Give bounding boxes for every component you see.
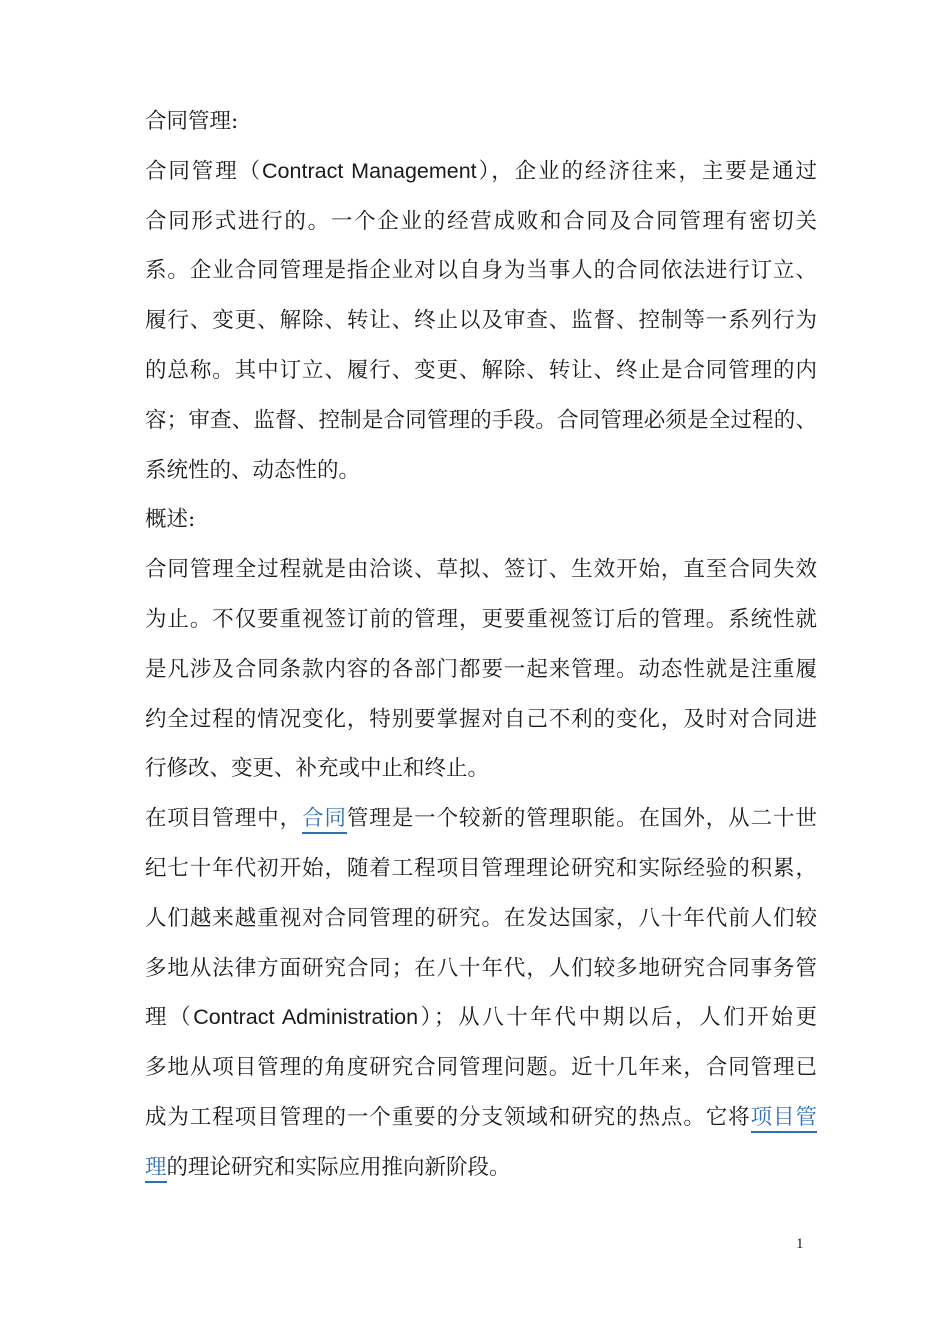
paragraph-3-line-2: 纪七十年代初开始，随着工程项目管理理论研究和实际经验的积累，: [145, 855, 817, 881]
paragraph-3-line-7: [145, 1093, 817, 1143]
document-body: [145, 97, 817, 1193]
text-segment: 合同管理（: [145, 158, 263, 184]
english-term: Contract Administration: [193, 1005, 419, 1030]
text-segment: 理（: [145, 1005, 194, 1031]
paragraph-1-line-7: 系统性的、动态性的。: [145, 457, 361, 483]
heading-overview: 概述:: [145, 507, 196, 533]
paragraph-3-line-5: [145, 993, 817, 1043]
link-contract[interactable]: 合同: [302, 806, 347, 834]
text-segment: ），企业的经济往来，主要是通过: [476, 158, 817, 184]
english-term: Contract Management: [262, 158, 477, 183]
paragraph-3-line-8: [145, 1143, 817, 1193]
paragraph-2-line-4: 约全过程的情况变化，特别要掌握对自己不利的变化，及时对合同进: [145, 706, 817, 732]
text-segment: 的理论研究和实际应用推向新阶段。: [166, 1154, 511, 1180]
text-segment: 成为工程项目管理的一个重要的分支领域和研究的热点。它将: [145, 1104, 751, 1130]
link-project-management[interactable]: 项目管: [751, 1105, 817, 1133]
paragraph-1-line-3: 系。企业合同管理是指企业对以自身为当事人的合同依法进行订立、: [145, 258, 817, 284]
paragraph-2-line-2: 为止。不仅要重视签订前的管理，更要重视签订后的管理。系统性就: [145, 606, 817, 632]
paragraph-1-line-6: 容；审查、监督、控制是合同管理的手段。合同管理必须是全过程的、: [145, 407, 817, 433]
page-number: 1: [796, 1236, 804, 1252]
paragraph-3-line-6: 多地从项目管理的角度研究合同管理问题。近十几年来，合同管理已: [145, 1055, 817, 1081]
paragraph-3-line-4: 多地从法律方面研究合同；在八十年代，人们较多地研究合同事务管: [145, 955, 817, 981]
text-segment: ）；从八十年代中期以后，人们开始更: [418, 1005, 817, 1031]
heading-contract-management: 合同管理:: [145, 109, 239, 134]
paragraph-1-line-2: 合同形式进行的。一个企业的经营成败和合同及合同管理有密切关: [145, 208, 817, 234]
paragraph-1-line-4: 履行、变更、解除、转让、终止以及审查、监督、控制等一系列行为: [145, 308, 817, 334]
paragraph-2-line-5: 行修改、变更、补充或中止和终止。: [145, 756, 490, 782]
paragraph-1-line-5: 的总称。其中订立、履行、变更、解除、转让、终止是合同管理的内: [145, 357, 817, 383]
paragraph-3-line-1: [145, 794, 817, 844]
link-project-management-continued[interactable]: 理: [145, 1155, 167, 1183]
text-segment: 管理是一个较新的管理职能。在国外，从二十世: [346, 806, 817, 832]
text-segment: 在项目管理中，: [145, 806, 303, 832]
paragraph-2-line-3: 是凡涉及合同条款内容的各部门都要一起来管理。动态性就是注重履: [145, 656, 817, 682]
paragraph-1-line-1: [145, 147, 817, 197]
paragraph-2-line-1: 合同管理全过程就是由洽谈、草拟、签订、生效开始，直至合同失效: [145, 557, 817, 583]
paragraph-3-line-3: 人们越来越重视对合同管理的研究。在发达国家，八十年代前人们较: [145, 905, 817, 931]
